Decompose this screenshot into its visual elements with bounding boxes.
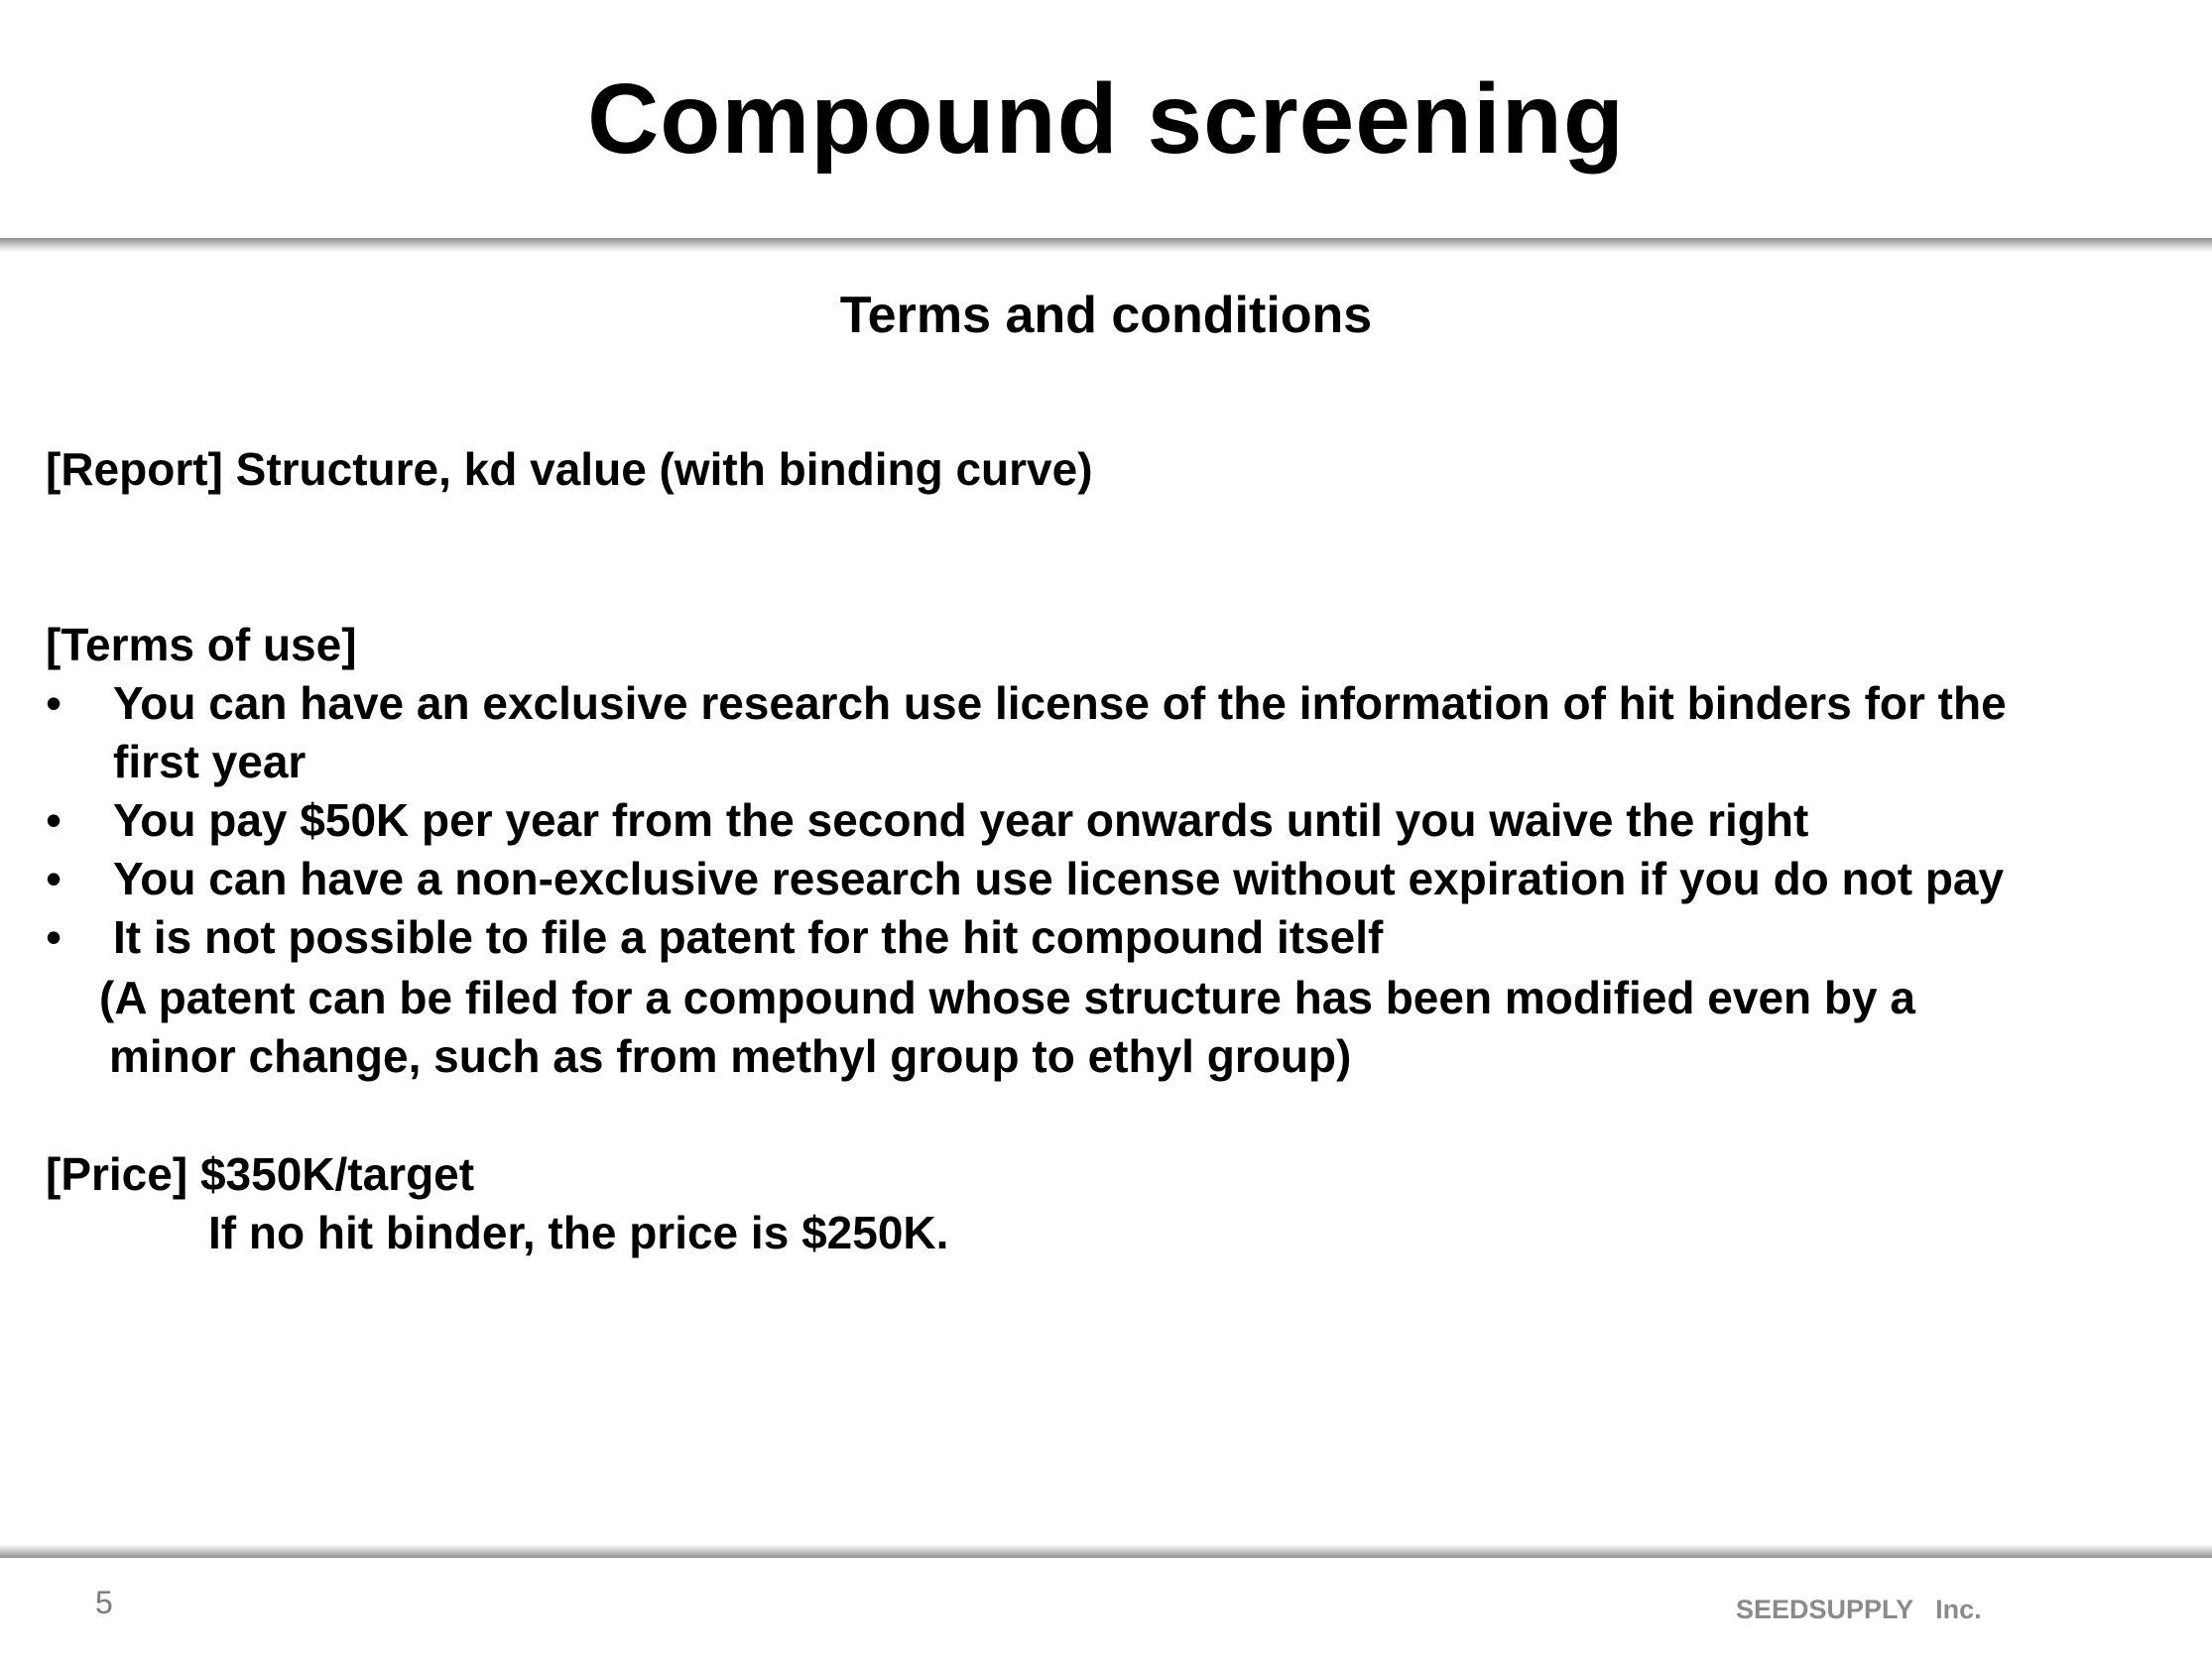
header-divider <box>0 238 2212 252</box>
price-line: [Price] $350K/target <box>46 1148 475 1200</box>
price-note: If no hit binder, the price is $250K. <box>208 1207 949 1258</box>
bullet-icon: • <box>46 853 62 904</box>
list-item <box>46 850 2007 908</box>
bullet-text: It is not possible to file a patent for the hit compound itself <box>113 911 1384 963</box>
bullet-text: You pay $50K per year from the second year onwards until you waive the right <box>113 794 1809 846</box>
slide-title: Compound screening <box>587 63 1625 175</box>
terms-bullet-list <box>46 674 2007 967</box>
list-item <box>46 791 2007 850</box>
terms-heading: [Terms of use] <box>46 619 357 670</box>
page-number: 5 <box>95 1585 113 1620</box>
slide-subtitle: Terms and conditions <box>839 287 1373 344</box>
bullet-icon: • <box>46 911 62 963</box>
footer-divider <box>0 1544 2212 1558</box>
patent-note-line1: (A patent can be filed for a compound whose structure has been modified even by a <box>99 972 1915 1023</box>
report-line: [Report] Structure, kd value (with binding curve) <box>46 443 1093 495</box>
list-item <box>46 674 2007 791</box>
bullet-text-continued: first year <box>113 736 307 787</box>
bullet-text: You can have a non-exclusive research use license without expiration if you do not pay <box>113 853 2005 904</box>
company-name: SEEDSUPPLY Inc. <box>1736 1595 1982 1624</box>
bullet-text: You can have an exclusive research use license of the information of hit binders for the <box>113 677 2007 729</box>
bullet-icon: • <box>46 794 62 846</box>
patent-note-line2: minor change, such as from methyl group to ethyl group) <box>109 1030 1352 1082</box>
list-item <box>46 908 2007 967</box>
bullet-icon: • <box>46 677 62 729</box>
